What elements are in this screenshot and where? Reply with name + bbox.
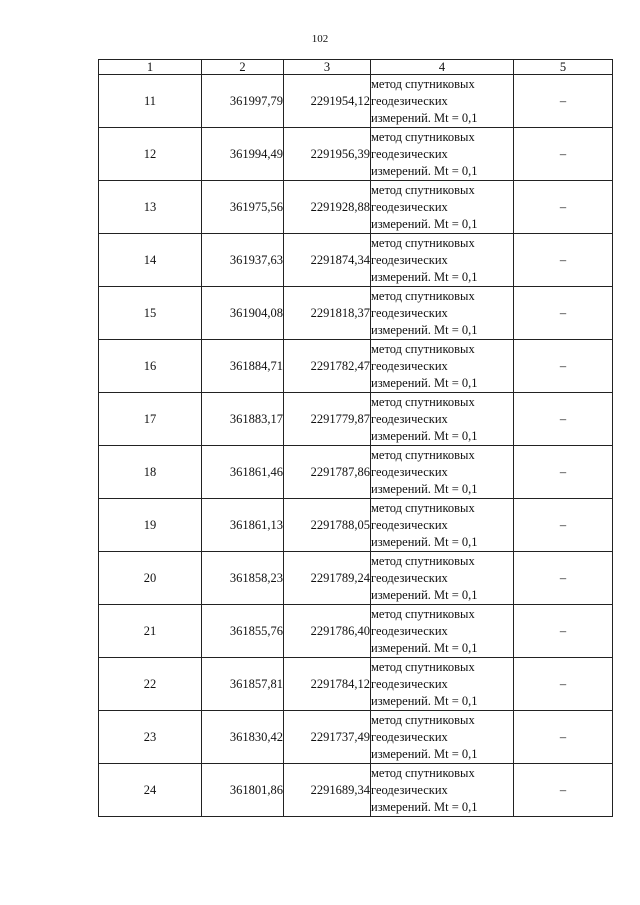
method-cell (371, 658, 514, 711)
point-number-cell: 19 (99, 499, 202, 552)
method-line: измерений. Mt = 0,1 (371, 216, 478, 231)
method-line: измерений. Mt = 0,1 (371, 110, 478, 125)
method-line: геодезических (371, 305, 448, 320)
x-coordinate-cell: 361861,46 (202, 446, 284, 499)
point-number-cell: 22 (99, 658, 202, 711)
y-coordinate-cell: 2291788,05 (284, 499, 371, 552)
point-number-cell: 23 (99, 711, 202, 764)
point-number-cell: 14 (99, 234, 202, 287)
method-line: геодезических (371, 570, 448, 585)
x-coordinate-cell: 361904,08 (202, 287, 284, 340)
method-line: геодезических (371, 729, 448, 744)
header-col-4: 4 (371, 60, 514, 75)
note-cell: – (514, 552, 613, 605)
table-row (99, 340, 613, 393)
method-line: геодезических (371, 676, 448, 691)
point-number-cell: 13 (99, 181, 202, 234)
note-cell: – (514, 287, 613, 340)
method-line: измерений. Mt = 0,1 (371, 534, 478, 549)
point-number-cell: 15 (99, 287, 202, 340)
method-line: измерений. Mt = 0,1 (371, 322, 478, 337)
method-line: геодезических (371, 623, 448, 638)
method-cell (371, 605, 514, 658)
x-coordinate-cell: 361937,63 (202, 234, 284, 287)
table-row (99, 499, 613, 552)
table-body (99, 75, 613, 817)
method-line: метод спутниковых (371, 394, 475, 409)
point-number-cell: 18 (99, 446, 202, 499)
method-line: метод спутниковых (371, 712, 475, 727)
y-coordinate-cell: 2291784,12 (284, 658, 371, 711)
y-coordinate-cell: 2291818,37 (284, 287, 371, 340)
method-cell (371, 446, 514, 499)
method-cell (371, 764, 514, 817)
method-line: метод спутниковых (371, 182, 475, 197)
method-line: метод спутниковых (371, 288, 475, 303)
x-coordinate-cell: 361861,13 (202, 499, 284, 552)
x-coordinate-cell: 361975,56 (202, 181, 284, 234)
header-col-3: 3 (284, 60, 371, 75)
y-coordinate-cell: 2291689,34 (284, 764, 371, 817)
note-cell: – (514, 446, 613, 499)
method-line: геодезических (371, 464, 448, 479)
method-line: геодезических (371, 199, 448, 214)
y-coordinate-cell: 2291928,88 (284, 181, 371, 234)
method-line: измерений. Mt = 0,1 (371, 640, 478, 655)
method-cell (371, 128, 514, 181)
note-cell: – (514, 75, 613, 128)
method-line: измерений. Mt = 0,1 (371, 269, 478, 284)
note-cell: – (514, 234, 613, 287)
method-line: измерений. Mt = 0,1 (371, 428, 478, 443)
method-cell (371, 499, 514, 552)
method-cell (371, 181, 514, 234)
x-coordinate-cell: 361855,76 (202, 605, 284, 658)
method-line: измерений. Mt = 0,1 (371, 375, 478, 390)
method-cell (371, 234, 514, 287)
point-number-cell: 16 (99, 340, 202, 393)
x-coordinate-cell: 361801,86 (202, 764, 284, 817)
method-line: измерений. Mt = 0,1 (371, 799, 478, 814)
method-line: измерений. Mt = 0,1 (371, 163, 478, 178)
x-coordinate-cell: 361884,71 (202, 340, 284, 393)
x-coordinate-cell: 361883,17 (202, 393, 284, 446)
point-number-cell: 11 (99, 75, 202, 128)
y-coordinate-cell: 2291782,47 (284, 340, 371, 393)
point-number-cell: 20 (99, 552, 202, 605)
point-number-cell: 12 (99, 128, 202, 181)
header-col-5: 5 (514, 60, 613, 75)
table-row (99, 287, 613, 340)
x-coordinate-cell: 361857,81 (202, 658, 284, 711)
method-line: геодезических (371, 517, 448, 532)
table-row (99, 658, 613, 711)
y-coordinate-cell: 2291786,40 (284, 605, 371, 658)
method-line: геодезических (371, 358, 448, 373)
header-row (99, 60, 613, 75)
method-line: измерений. Mt = 0,1 (371, 746, 478, 761)
point-number-cell: 17 (99, 393, 202, 446)
note-cell: – (514, 605, 613, 658)
header-col-2: 2 (202, 60, 284, 75)
y-coordinate-cell: 2291874,34 (284, 234, 371, 287)
y-coordinate-cell: 2291787,86 (284, 446, 371, 499)
page-number: 102 (311, 33, 329, 45)
method-cell (371, 340, 514, 393)
method-line: геодезических (371, 252, 448, 267)
table-row (99, 446, 613, 499)
method-cell (371, 552, 514, 605)
table-row (99, 75, 613, 128)
table-row (99, 605, 613, 658)
method-line: метод спутниковых (371, 606, 475, 621)
method-line: геодезических (371, 146, 448, 161)
method-line: метод спутниковых (371, 129, 475, 144)
x-coordinate-cell: 361994,49 (202, 128, 284, 181)
method-line: метод спутниковых (371, 553, 475, 568)
point-number-cell: 24 (99, 764, 202, 817)
table-row (99, 764, 613, 817)
x-coordinate-cell: 361830,42 (202, 711, 284, 764)
y-coordinate-cell: 2291737,49 (284, 711, 371, 764)
y-coordinate-cell: 2291789,24 (284, 552, 371, 605)
method-line: геодезических (371, 411, 448, 426)
table-row (99, 393, 613, 446)
table-header (99, 60, 613, 75)
method-line: метод спутниковых (371, 500, 475, 515)
note-cell: – (514, 128, 613, 181)
method-line: измерений. Mt = 0,1 (371, 587, 478, 602)
x-coordinate-cell: 361858,23 (202, 552, 284, 605)
coordinates-table (98, 59, 613, 817)
table-row (99, 711, 613, 764)
method-line: геодезических (371, 93, 448, 108)
note-cell: – (514, 658, 613, 711)
method-line: измерений. Mt = 0,1 (371, 481, 478, 496)
method-line: метод спутниковых (371, 659, 475, 674)
method-cell (371, 711, 514, 764)
note-cell: – (514, 764, 613, 817)
x-coordinate-cell: 361997,79 (202, 75, 284, 128)
method-cell (371, 75, 514, 128)
table-row (99, 128, 613, 181)
point-number-cell: 21 (99, 605, 202, 658)
y-coordinate-cell: 2291954,12 (284, 75, 371, 128)
method-cell (371, 287, 514, 340)
method-line: метод спутниковых (371, 447, 475, 462)
note-cell: – (514, 393, 613, 446)
method-cell (371, 393, 514, 446)
method-line: измерений. Mt = 0,1 (371, 693, 478, 708)
note-cell: – (514, 340, 613, 393)
method-line: геодезических (371, 782, 448, 797)
y-coordinate-cell: 2291779,87 (284, 393, 371, 446)
header-col-1: 1 (99, 60, 202, 75)
table-row (99, 181, 613, 234)
table-row (99, 234, 613, 287)
note-cell: – (514, 711, 613, 764)
note-cell: – (514, 499, 613, 552)
method-line: метод спутниковых (371, 765, 475, 780)
note-cell: – (514, 181, 613, 234)
method-line: метод спутниковых (371, 341, 475, 356)
y-coordinate-cell: 2291956,39 (284, 128, 371, 181)
table-row (99, 552, 613, 605)
method-line: метод спутниковых (371, 235, 475, 250)
method-line: метод спутниковых (371, 76, 475, 91)
